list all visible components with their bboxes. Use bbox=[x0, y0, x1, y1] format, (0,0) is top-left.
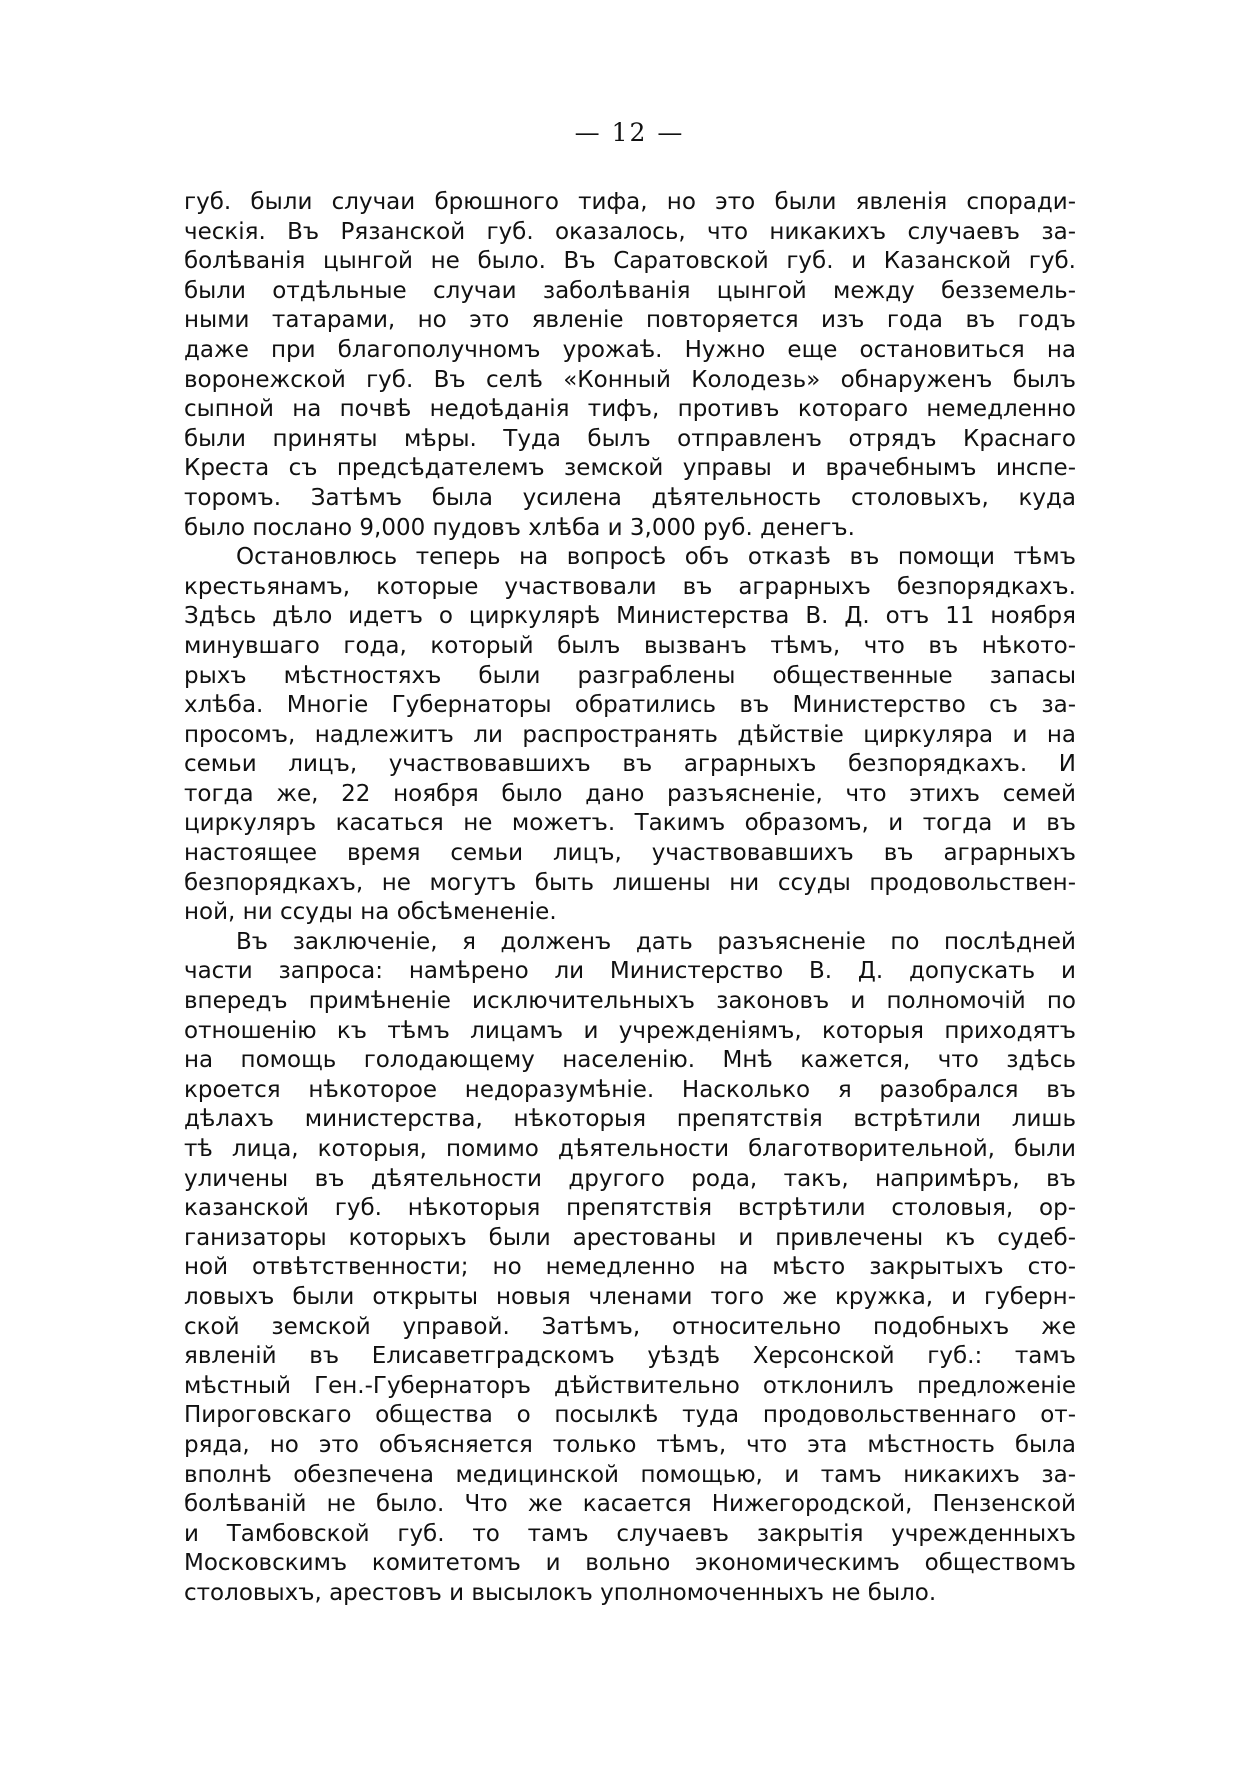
text-line: ной отвѣтственности; но немедленно на мѣсто закрытыхъ сто- bbox=[184, 1254, 1076, 1281]
paragraph bbox=[184, 188, 1076, 543]
text-line: хлѣба. Многіе Губернаторы обратились въ Министерство съ за- bbox=[184, 692, 1076, 719]
text-line: болѣванія цынгой не было. Въ Саратовской губ. и Казанской губ. bbox=[184, 248, 1076, 275]
text-line: отношенію къ тѣмъ лицамъ и учрежденіямъ, которыя приходятъ bbox=[184, 1017, 1076, 1044]
text-line: болѣваній не было. Что же касается Нижегородской, Пензенской bbox=[184, 1491, 1076, 1518]
text-line: Въ заключеніе, я долженъ дать разъясненіе по послѣдней bbox=[236, 928, 1076, 955]
text-line: были приняты мѣры. Туда былъ отправленъ отрядъ Краснаго bbox=[184, 425, 1076, 452]
text-line: даже при благополучномъ урожаѣ. Нужно еще остановиться на bbox=[184, 336, 1076, 363]
body-text bbox=[184, 188, 1076, 1609]
text-line: ной, ни ссуды на обсѣмененіе. bbox=[184, 899, 557, 926]
text-line: рыхъ мѣстностяхъ были разграблены общественные запасы bbox=[184, 662, 1076, 689]
text-line: ными татарами, но это явленіе повторяется изъ года въ годъ bbox=[184, 307, 1076, 334]
text-line: мѣстный Ген.-Губернаторъ дѣйствительно отклонилъ предложеніе bbox=[184, 1372, 1076, 1399]
text-line: ряда, но это объясняется только тѣмъ, что эта мѣстность была bbox=[184, 1431, 1076, 1458]
text-line: тогда же, 22 ноября было дано разъясненіе, что этихъ семей bbox=[184, 780, 1076, 807]
text-line: циркуляръ касаться не можетъ. Такимъ образомъ, и тогда и въ bbox=[184, 810, 1076, 837]
text-line: впередъ примѣненіе исключительныхъ законовъ и полномочій по bbox=[184, 988, 1076, 1015]
paragraph bbox=[184, 928, 1076, 1609]
text-line: кроется нѣкоторое недоразумѣніе. Насколько я разобрался въ bbox=[184, 1076, 1076, 1103]
text-line: Здѣсь дѣло идетъ о циркулярѣ Министерства В. Д. отъ 11 ноября bbox=[184, 603, 1076, 630]
text-line: столовыхъ, арестовъ и высылокъ уполномоченныхъ не было. bbox=[184, 1579, 937, 1606]
text-line: губ. были случаи брюшного тифа, но это были явленія споради- bbox=[184, 189, 1076, 215]
text-line: Остановлюсь теперь на вопросѣ объ отказѣ въ помощи тѣмъ bbox=[236, 544, 1076, 571]
text-line: уличены въ дѣятельности другого рода, такъ, напримѣръ, въ bbox=[184, 1165, 1076, 1192]
text-line: на помощь голодающему населенію. Мнѣ кажется, что здѣсь bbox=[184, 1047, 1076, 1074]
text-line: тѣ лица, которыя, помимо дѣятельности благотворительной, были bbox=[184, 1136, 1076, 1162]
text-line: части запроса: намѣрено ли Министерство В. Д. допускать и bbox=[184, 958, 1076, 985]
page-number: — 12 — bbox=[574, 118, 685, 147]
text-line: ловыхъ были открыты новыя членами того же кружка, и губерн- bbox=[184, 1283, 1076, 1310]
text-line: крестьянамъ, которые участвовали въ аграрныхъ безпорядкахъ. bbox=[184, 573, 1076, 600]
text-line: ганизаторы которыхъ были арестованы и привлечены къ судеб- bbox=[184, 1224, 1076, 1251]
text-line: Московскимъ комитетомъ и вольно экономическимъ обществомъ bbox=[184, 1550, 1076, 1577]
text-line: и Тамбовской губ. то тамъ случаевъ закрытія учрежденныхъ bbox=[184, 1520, 1076, 1547]
text-line: воронежской губ. Въ селѣ «Конный Колодезь» обнаруженъ былъ bbox=[184, 366, 1076, 393]
text-line: минувшаго года, который былъ вызванъ тѣмъ, что въ нѣкото- bbox=[184, 632, 1076, 659]
text-line: Креста съ предсѣдателемъ земской управы и врачебнымъ инспе- bbox=[184, 455, 1076, 482]
text-line: были отдѣльные случаи заболѣванія цынгой между безземель- bbox=[184, 277, 1076, 304]
text-line: сыпной на почвѣ недоѣданія тифъ, противъ котораго немедленно bbox=[184, 396, 1076, 423]
text-line: безпорядкахъ, не могутъ быть лишены ни ссуды продовольствен- bbox=[184, 869, 1076, 896]
text-line: ской земской управой. Затѣмъ, относительно подобныхъ же bbox=[184, 1313, 1076, 1340]
text-line: настоящее время семьи лицъ, участвовавшихъ въ аграрныхъ bbox=[184, 840, 1076, 867]
text-line: торомъ. Затѣмъ была усилена дѣятельность столовыхъ, куда bbox=[184, 484, 1076, 511]
text-line: явленій въ Елисаветградскомъ уѣздѣ Херсонской губ.: тамъ bbox=[184, 1343, 1076, 1370]
text-line: ческія. Въ Рязанской губ. оказалось, что никакихъ случаевъ за- bbox=[184, 218, 1076, 245]
text-line: Пироговскаго общества о посылкѣ туда продовольственнаго от- bbox=[184, 1402, 1076, 1429]
text-line: просомъ, надлежитъ ли распространять дѣйствіе циркуляра и на bbox=[184, 721, 1076, 748]
text-line: дѣлахъ министерства, нѣкоторыя препятствія встрѣтили лишь bbox=[184, 1106, 1076, 1133]
paragraph bbox=[184, 543, 1076, 928]
text-line: вполнѣ обезпечена медицинской помощью, и тамъ никакихъ за- bbox=[184, 1461, 1076, 1488]
text-line: было послано 9,000 пудовъ хлѣба и 3,000 руб. денегъ. bbox=[184, 514, 855, 541]
text-line: казанской губ. нѣкоторыя препятствія встрѣтили столовыя, ор- bbox=[184, 1195, 1076, 1222]
text-line: семьи лицъ, участвовавшихъ въ аграрныхъ безпорядкахъ. И bbox=[184, 751, 1076, 778]
